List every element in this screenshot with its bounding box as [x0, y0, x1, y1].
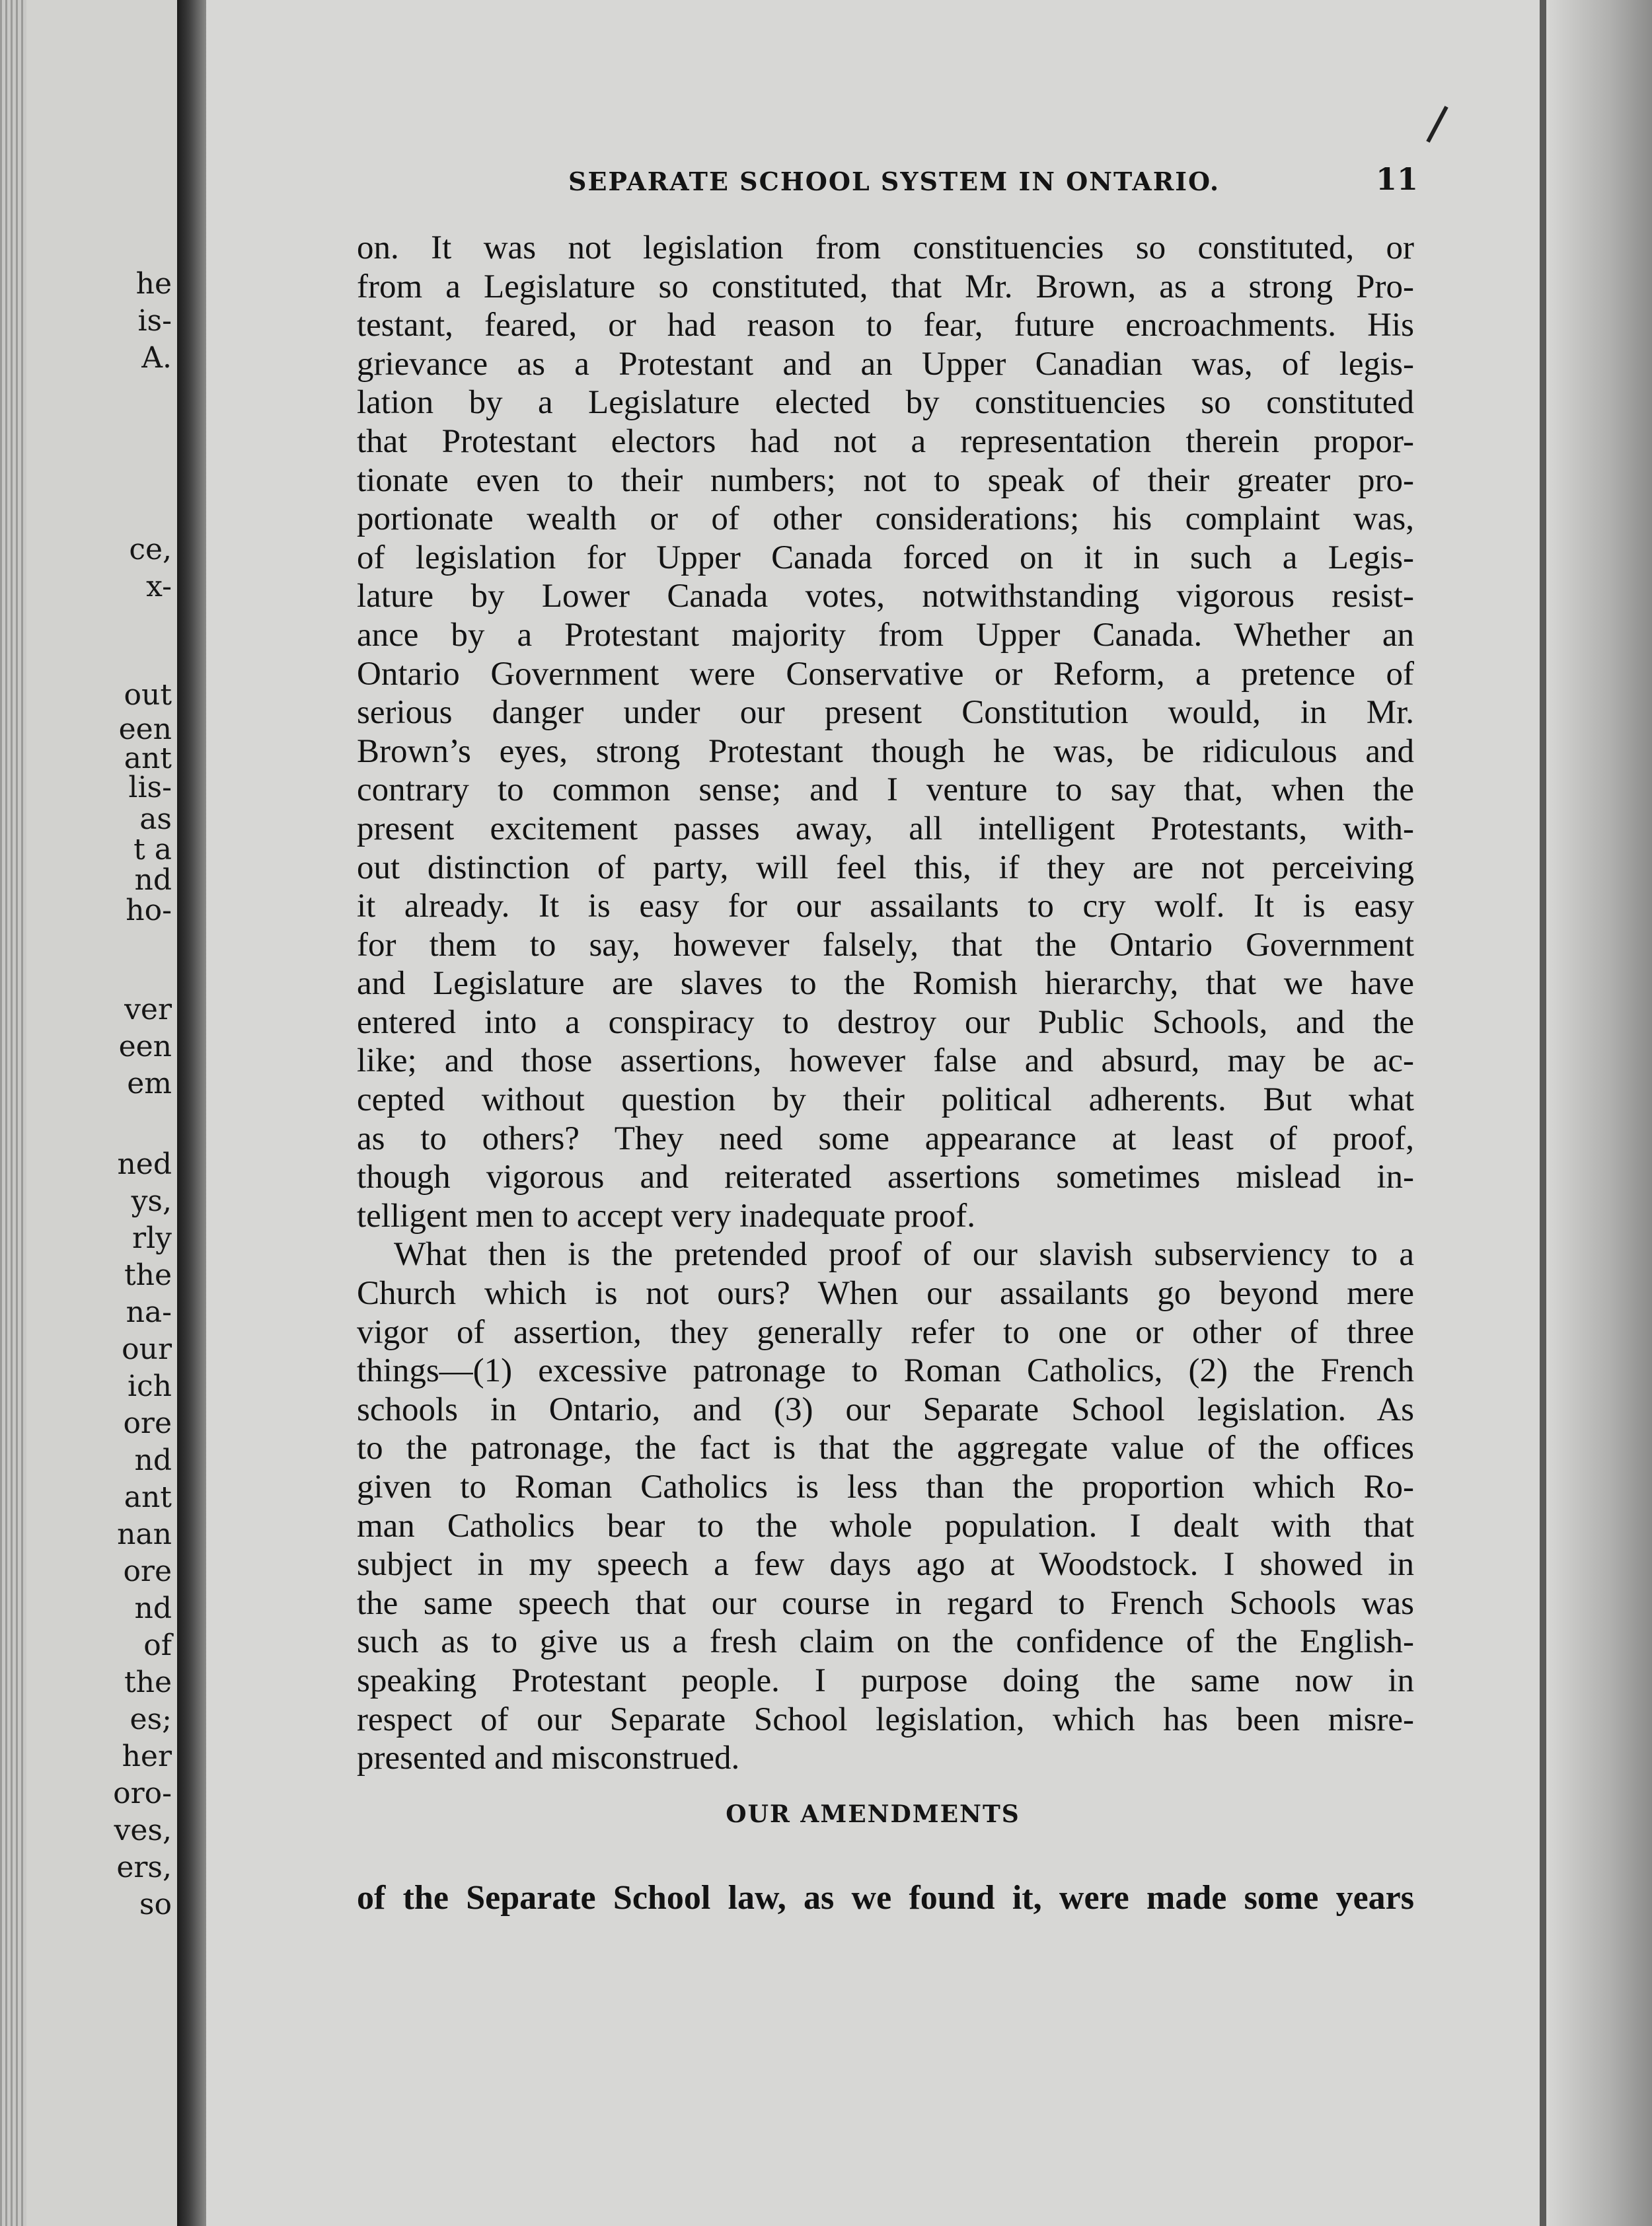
text-line: present excitement passes away, all intelligent Protestants, with-: [357, 810, 1414, 847]
text-line: grievance as a Protestant and an Upper Canadian was, of legis-: [357, 345, 1414, 383]
text-line: on. It was not legislation from constituencies so constituted, or: [357, 229, 1414, 266]
text-line: telligent men to accept very inadequate proof.: [357, 1197, 976, 1235]
page-edge-lines: [0, 0, 26, 2226]
left-page-fragment-text: her: [122, 1740, 172, 1773]
text-line: Brown’s eyes, strong Protestant though he was, be ridiculous and: [357, 732, 1414, 770]
section-heading: OUR AMENDMENTS: [726, 1800, 1020, 1828]
left-page-fragment-text: nd: [134, 1443, 172, 1477]
text-line: man Catholics bear to the whole population. I dealt with that: [357, 1507, 1414, 1545]
text-line: from a Legislature so constituted, that Mr. Brown, as a strong Pro-: [357, 268, 1414, 305]
running-head: SEPARATE SCHOOL SYSTEM IN ONTARIO.: [568, 167, 1220, 196]
left-page-fragment-text: een: [118, 712, 172, 746]
left-page-fragment-text: ce,: [129, 533, 172, 566]
left-page-fragment-text: A.: [141, 341, 172, 375]
left-page-fragment-text: ore: [123, 1554, 172, 1588]
left-page-fragment-text: nd: [134, 863, 172, 897]
left-page-fragment-text: ver: [124, 993, 172, 1026]
text-line: given to Roman Catholics is less than the proportion which Ro-: [357, 1469, 1414, 1506]
text-line: Ontario Government were Conservative or Reform, a pretence of: [357, 655, 1414, 693]
left-page-fragment-text: of: [143, 1629, 172, 1662]
left-page-fragment-text: as: [139, 802, 172, 836]
left-page-fragment-text: ant: [124, 742, 172, 775]
left-page-fragment-text: out: [124, 678, 172, 712]
text-line: vigor of assertion, they generally refer to one or other of three: [357, 1313, 1414, 1351]
left-page-fragment-text: ich: [127, 1369, 172, 1403]
page-number: 11: [1376, 161, 1419, 197]
left-page-fragment-text: ned: [117, 1147, 172, 1181]
left-page-fragment-text: ant: [124, 1480, 172, 1514]
text-line: Church which is not ours? When our assailants go beyond mere: [357, 1275, 1414, 1313]
left-page-fragment-text: nan: [117, 1517, 172, 1551]
left-page-fragment-text: our: [122, 1332, 172, 1366]
left-page-fragment-text: rly: [132, 1221, 172, 1255]
left-page-fragment-text: oro-: [113, 1777, 172, 1810]
left-page-fragment-text: the: [124, 1258, 172, 1292]
text-line: speaking Protestant people. I purpose doing the same now in: [357, 1662, 1414, 1699]
text-line: schools in Ontario, and (3) our Separate School legislation. As: [357, 1391, 1414, 1428]
text-line: it already. It is easy for our assailants to cry wolf. It is easy: [357, 888, 1414, 925]
text-line: of legislation for Upper Canada forced on it in such a Legis-: [357, 539, 1414, 576]
left-page-fragment-text: is-: [137, 304, 172, 338]
left-page-fragment-text: es;: [130, 1703, 172, 1736]
left-page-fragment-text: nd: [134, 1592, 172, 1625]
text-line: What then is the pretended proof of our slavish subserviency to a: [394, 1236, 1414, 1274]
text-line: testant, feared, or had reason to fear, future encroachments. His: [357, 307, 1414, 344]
page: [206, 0, 1540, 2226]
text-line: portionate wealth or of other considerations; his complaint was,: [357, 500, 1414, 538]
text-line: lature by Lower Canada votes, notwithstanding vigorous resist-: [357, 578, 1414, 615]
book-gutter: [177, 0, 206, 2226]
text-line: respect of our Separate School legislation, which has been misre-: [357, 1701, 1414, 1738]
left-page-fragment-text: na-: [126, 1295, 172, 1329]
text-line: contrary to common sense; and I venture to say that, when the: [357, 771, 1414, 809]
left-page-fragment-text: ys,: [131, 1184, 172, 1218]
final-text-line: of the Separate School law, as we found it, were made some years: [357, 1879, 1414, 1917]
text-line: out distinction of party, will feel this, if they are not perceiving: [357, 849, 1414, 886]
left-page-fragment-text: x-: [146, 570, 172, 603]
text-line: ance by a Protestant majority from Upper Canada. Whether an: [357, 616, 1414, 654]
body-text: [357, 229, 1414, 1778]
text-line: such as to give us a fresh claim on the confidence of the English-: [357, 1623, 1414, 1661]
left-page-fragment-text: lis-: [128, 771, 172, 804]
text-line: presented and misconstrued.: [357, 1740, 740, 1777]
text-line: for them to say, however falsely, that the Ontario Government: [357, 926, 1414, 964]
text-line: subject in my speech a few days ago at Woodstock. I showed in: [357, 1546, 1414, 1584]
left-page-fragment-text: he: [135, 267, 172, 301]
left-page-fragment-text: ore: [123, 1406, 172, 1440]
left-page-fragment-text: the: [124, 1666, 172, 1699]
left-page-fragment-text: ho-: [126, 894, 172, 927]
text-line: serious danger under our present Constitution would, in Mr.: [357, 694, 1414, 732]
text-line: to the patronage, the fact is that the aggregate value of the offices: [357, 1430, 1414, 1467]
left-page-fragment-text: em: [127, 1067, 172, 1100]
left-page-fragment-text: t a: [133, 833, 172, 866]
text-line: entered into a conspiracy to destroy our Public Schools, and the: [357, 1003, 1414, 1041]
text-line: and Legislature are slaves to the Romish hierarchy, that we have: [357, 965, 1414, 1003]
left-page-fragment-text: so: [139, 1888, 172, 1921]
text-line: like; and those assertions, however false and absurd, may be ac-: [357, 1042, 1414, 1080]
text-line: that Protestant electors had not a representation therein propor-: [357, 422, 1414, 460]
text-line: things—(1) excessive patronage to Roman Catholics, (2) the French: [357, 1352, 1414, 1390]
text-line: tionate even to their numbers; not to speak of their greater pro-: [357, 461, 1414, 499]
left-page-fragment-text: ers,: [116, 1851, 172, 1884]
left-page-fragment-text: ves,: [114, 1814, 172, 1847]
text-line: the same speech that our course in regard to French Schools was: [357, 1584, 1414, 1622]
text-line: cepted without question by their political adherents. But what: [357, 1081, 1414, 1119]
page-edge-shadow: [1540, 0, 1652, 2226]
text-line: though vigorous and reiterated assertions sometimes mislead in-: [357, 1159, 1414, 1196]
text-line: lation by a Legislature elected by constituencies so constituted: [357, 384, 1414, 422]
text-line: as to others? They need some appearance at least of proof,: [357, 1120, 1414, 1157]
left-page-fragment: [0, 0, 177, 2226]
left-page-fragment-text: een: [118, 1030, 172, 1063]
